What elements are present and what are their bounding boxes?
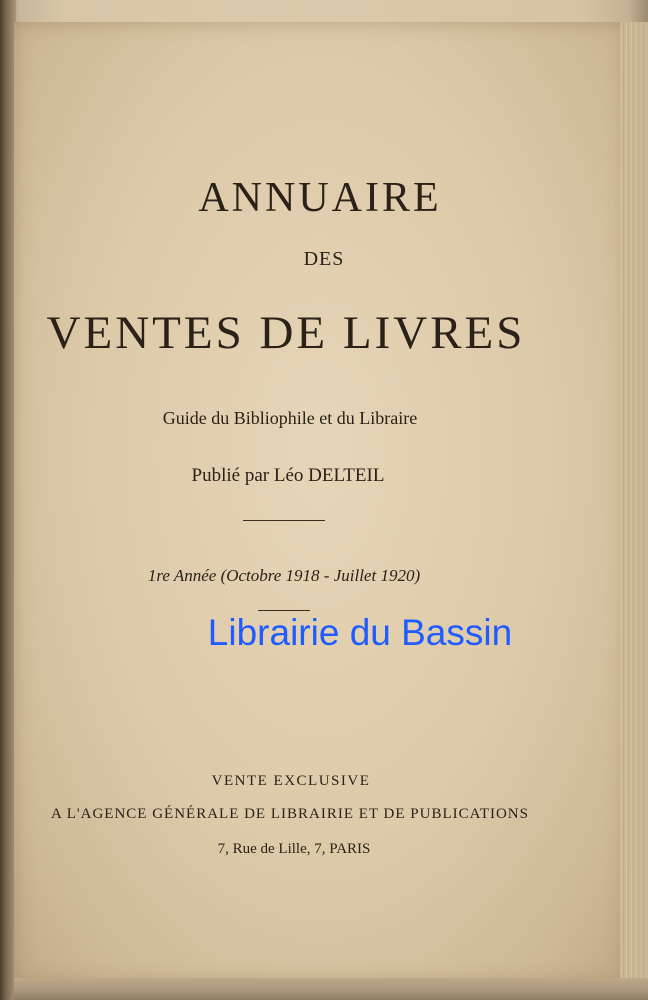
title-page [14,22,626,982]
publisher-line: Publié par Léo DELTEIL [191,465,385,486]
page-edges-right [620,22,648,982]
agency-line: A L'AGENCE GÉNÉRALE DE LIBRAIRIE ET DE PUBLICATIONS [51,806,529,822]
tagline: Guide du Bibliophile et du Libraire [162,408,418,428]
title-connector: DES [303,248,345,270]
divider-rule [243,520,325,521]
divider-rule-short [258,610,310,611]
sale-line: VENTE EXCLUSIVE [211,773,371,789]
watermark-text: Librairie du Bassin [207,612,513,653]
page-edges-bottom [14,978,648,1000]
edition-line: 1re Année (Octobre 1918 - Juillet 1920) [147,566,421,585]
page-title: ANNUAIRE [198,175,442,221]
address-line: 7, Rue de Lille, 7, PARIS [217,841,371,857]
page-subtitle: VENTES DE LIVRES [46,307,526,359]
